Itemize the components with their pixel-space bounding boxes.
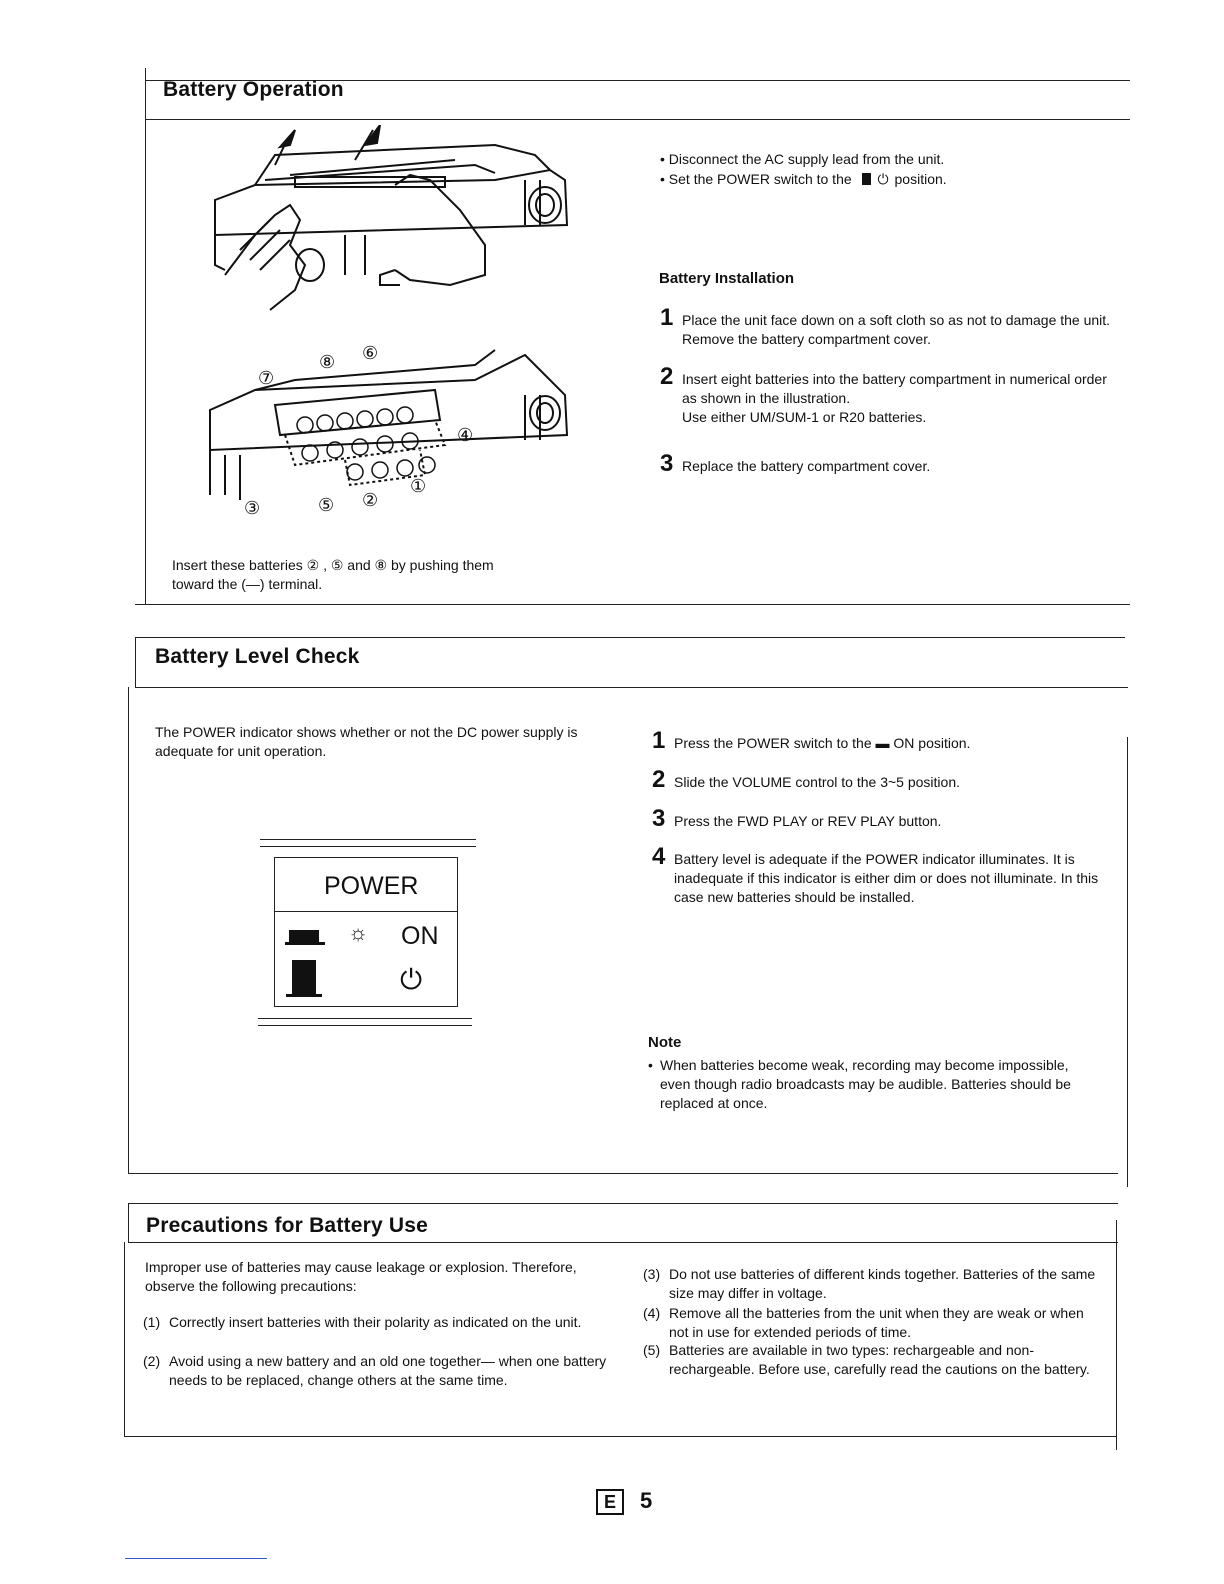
standby-icon: ⏻ xyxy=(400,964,423,995)
battery-label-5: ⑤ xyxy=(318,495,335,515)
note-body: • When batteries become weak, recording may become impossible, even though radio broadcasts may be audible. Batteries should be replaced at once. xyxy=(648,1057,1071,1111)
battery-level-intro: The POWER indicator shows whether or not the DC power supply is adequate for unit operation. xyxy=(155,724,578,759)
precaution-2: (2) Avoid using a new battery and an old one together— when one battery needs to be replaced, change others at the same time. xyxy=(143,1353,607,1388)
standby-power-icon: ⏻ xyxy=(877,171,889,187)
precautions-intro: Improper use of batteries may cause leakage or explosion. Therefore, observe the following precautions: xyxy=(145,1259,577,1294)
cover-removal-illustration xyxy=(195,125,580,330)
battery-operation-title: Battery Operation xyxy=(163,78,344,101)
footer-rule xyxy=(125,1558,267,1559)
on-label: ON xyxy=(401,922,439,950)
precaution-5: (5) Batteries are available in two types: rechargeable and non-rechargeable. Before use, carefully read the cautions on the battery. xyxy=(643,1342,1090,1377)
precaution-3: (3) Do not use batteries of different kinds together. Batteries of the same size may differ in voltage. xyxy=(643,1266,1096,1301)
bullet-dot: • xyxy=(660,171,669,187)
battery-label-2: ② xyxy=(362,490,379,510)
language-box: E xyxy=(596,1489,624,1515)
switch-block-icon xyxy=(862,173,871,185)
bullet-dot: • xyxy=(648,1057,653,1073)
precautions-title: Precautions for Battery Use xyxy=(146,1214,428,1237)
insert-caption-line2: toward the (—) terminal. xyxy=(172,576,323,592)
power-label: POWER xyxy=(324,872,419,900)
battery-label-1: ① xyxy=(410,476,427,496)
precaution-1: (1) Correctly insert batteries with their polarity as indicated on the unit. xyxy=(143,1314,582,1330)
battery-label-3: ③ xyxy=(244,498,261,518)
battery-label-7: ⑦ xyxy=(258,368,275,388)
bullet-disconnect: • Disconnect the AC supply lead from the unit. xyxy=(660,151,945,167)
precaution-4: (4) Remove all the batteries from the unit when they are weak or when not in use for extended periods of time. xyxy=(643,1305,1084,1340)
battery-label-4: ④ xyxy=(457,425,474,445)
bullet-dot: • xyxy=(660,151,669,167)
bullet-power-off: • Set the POWER switch to the ⏻ position. xyxy=(660,171,947,187)
check-step-4: 4 Battery level is adequate if the POWER indicator illuminates. It is inadequate if this indicator is either dim or does not illuminate. In this case new batteries should be installed. xyxy=(652,843,1099,905)
note-heading: Note xyxy=(648,1034,682,1051)
insert-caption-line1: Insert these batteries ② , ⑤ and ⑧ by pushing them xyxy=(172,557,494,573)
indicator-light-icon: ☼ xyxy=(348,920,369,945)
install-step-3: 3 Replace the battery compartment cover. xyxy=(660,450,931,477)
install-step-1: 1 Place the unit face down on a soft cloth so as not to damage the unit. Remove the battery compartment cover. xyxy=(660,304,1111,347)
check-step-2: 2 Slide the VOLUME control to the 3~5 position. xyxy=(652,766,960,793)
battery-label-6: ⑥ xyxy=(362,343,379,363)
battery-level-title: Battery Level Check xyxy=(155,645,360,668)
switch-off-icon xyxy=(292,960,316,996)
check-step-1: 1 Press the POWER switch to the ▬ ON position. xyxy=(652,727,971,754)
battery-label-8: ⑧ xyxy=(319,352,336,372)
install-step-2: 2 Insert eight batteries into the battery compartment in numerical order as shown in the illustration. Use either UM/SUM-1 or R20 batteries. xyxy=(660,363,1107,425)
check-step-3: 3 Press the FWD PLAY or REV PLAY button. xyxy=(652,805,942,832)
battery-installation-heading: Battery Installation xyxy=(659,270,795,287)
page-number: 5 xyxy=(640,1488,653,1513)
